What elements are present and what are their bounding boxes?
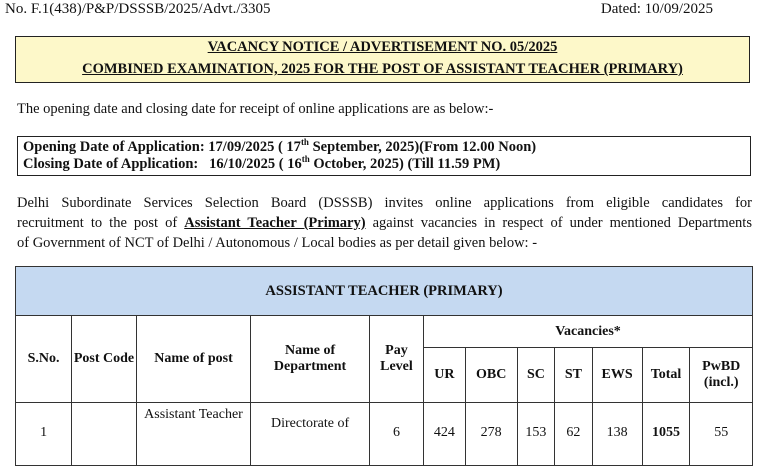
header-st: ST [555, 348, 592, 403]
invitation-paragraph [17, 193, 752, 253]
opening-date-label: Opening Date of Application: [23, 139, 205, 155]
header-ur: UR [424, 348, 466, 403]
row-post-code [72, 403, 137, 466]
row-pwbd: 55 [690, 403, 753, 466]
header-pay-level: Pay Level [369, 316, 423, 403]
row-total: 1055 [642, 403, 690, 466]
header-pwbd: PwBD (incl.) [690, 348, 753, 403]
header-obc: OBC [465, 348, 517, 403]
header-total: Total [642, 348, 690, 403]
row-post: Assistant Teacher [136, 403, 251, 466]
opening-date-row [23, 139, 536, 156]
paragraph-line-1: Delhi Subordinate Services Selection Board (DSSSB) invites online applications from eligible candidates for [17, 195, 752, 211]
closing-date-label: Closing Date of Application: [23, 156, 199, 172]
intro-text: The opening date and closing date for receipt of online applications are as below:- [17, 101, 494, 117]
row-pay-level: 6 [369, 403, 423, 466]
header-sc: SC [517, 348, 554, 403]
notice-title: VACANCY NOTICE / ADVERTISEMENT NO. 05/2025 [207, 39, 558, 55]
opening-date-value: 17/09/2025 ( 17th September, 2025)(From 12.00 Noon) [208, 137, 537, 155]
paragraph-line-3: of Government of NCT of Delhi / Autonomous / Local bodies as per detail given below: - [17, 235, 538, 251]
header-sno: S.No. [16, 316, 72, 403]
header-name-of-post: Name of post [136, 316, 251, 403]
paragraph-line-2: recruitment to the post of Assistant Teacher (Primary) against vacancies in respect of under mentioned Departments [17, 215, 752, 231]
reference-number: No. F.1(438)/P&P/DSSSB/2025/Advt./3305 [5, 1, 271, 17]
header-vacancies: Vacancies* [424, 316, 753, 348]
application-dates-box [17, 136, 751, 176]
row-ews: 138 [592, 403, 642, 466]
header-ews: EWS [592, 348, 642, 403]
row-obc: 278 [465, 403, 517, 466]
table-row [16, 403, 753, 466]
row-ur: 424 [424, 403, 466, 466]
post-name-highlight: Assistant Teacher (Primary) [184, 215, 366, 231]
header-department: Name of Department [251, 316, 370, 403]
row-sc: 153 [517, 403, 554, 466]
notice-subtitle: COMBINED EXAMINATION, 2025 FOR THE POST OF ASSISTANT TEACHER (PRIMARY) [82, 61, 683, 77]
notice-title-box [15, 36, 750, 83]
closing-date-row [23, 156, 500, 173]
row-st: 62 [555, 403, 592, 466]
notice-date: Dated: 10/09/2025 [600, 1, 713, 17]
header-post-code: Post Code [72, 316, 137, 403]
row-sno: 1 [16, 403, 72, 466]
table-title: ASSISTANT TEACHER (PRIMARY) [16, 267, 753, 316]
closing-date-value: 16/10/2025 ( 16th October, 2025) (Till 11.59 PM) [209, 154, 501, 172]
row-department: Directorate of [251, 403, 370, 466]
vacancy-table [15, 266, 753, 466]
